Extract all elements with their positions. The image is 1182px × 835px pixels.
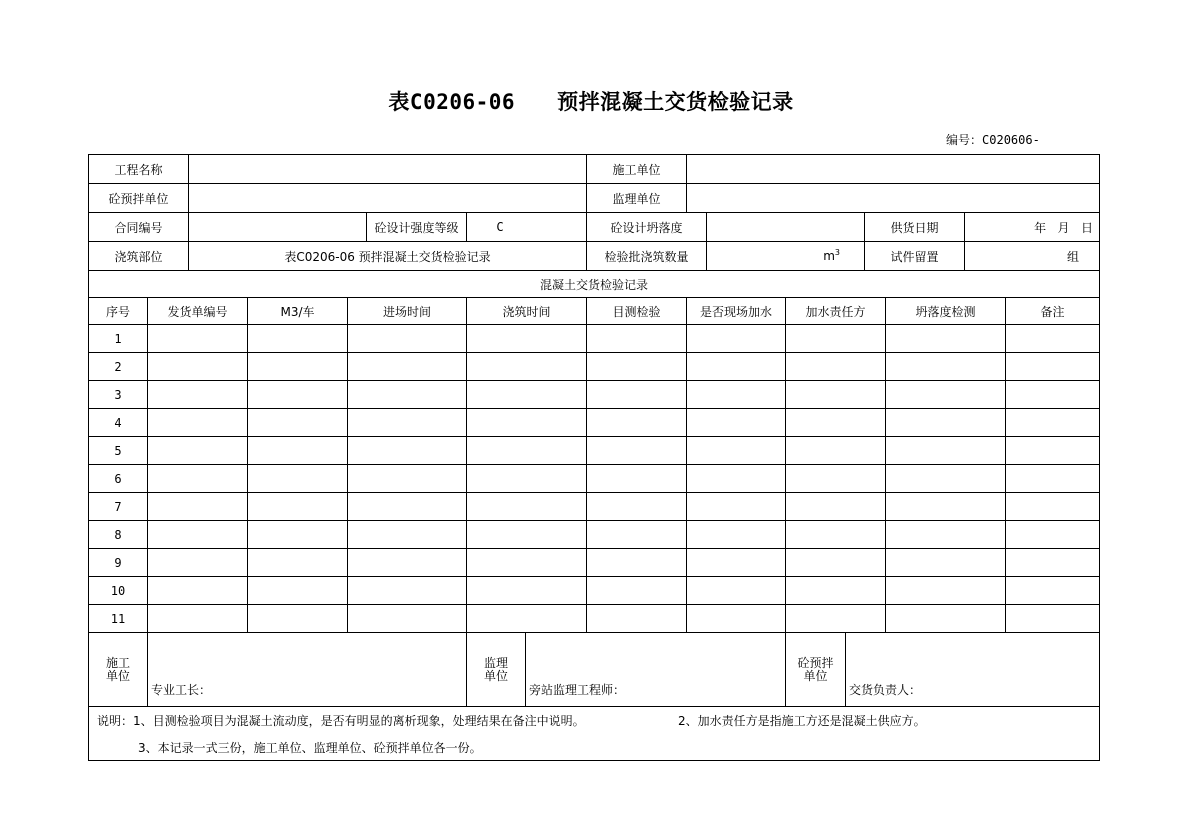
grid-line xyxy=(88,297,1100,298)
table-cell[interactable] xyxy=(886,381,1005,408)
row-number: 9 xyxy=(114,555,122,570)
row-number: 2 xyxy=(114,359,122,374)
form-code: 表C0206-06 xyxy=(388,90,516,114)
table-cell[interactable] xyxy=(687,549,785,576)
table-cell[interactable] xyxy=(687,521,785,548)
row-number: 7 xyxy=(114,499,122,514)
table-cell[interactable] xyxy=(786,549,885,576)
grid-line xyxy=(88,760,1100,761)
table-cell[interactable] xyxy=(148,493,247,520)
table-cell[interactable] xyxy=(886,577,1005,604)
grid-line xyxy=(347,297,348,633)
table-cell[interactable] xyxy=(467,437,586,464)
foreman-signature-area[interactable] xyxy=(148,634,466,706)
table-cell[interactable] xyxy=(1006,381,1099,408)
grid-line xyxy=(88,154,1100,155)
table-cell[interactable] xyxy=(886,605,1005,632)
table-cell[interactable] xyxy=(348,353,466,380)
table-cell[interactable] xyxy=(348,549,466,576)
supplier-unit-sign-label xyxy=(786,634,845,706)
table-cell[interactable] xyxy=(886,437,1005,464)
grid-line xyxy=(88,576,1100,577)
grid-line xyxy=(1099,154,1100,761)
table-cell[interactable] xyxy=(886,409,1005,436)
table-cell[interactable] xyxy=(786,409,885,436)
table-cell[interactable] xyxy=(148,549,247,576)
contract-no-label: 合同编号 xyxy=(114,220,163,235)
table-cell[interactable] xyxy=(1006,521,1099,548)
supplier-unit-label: 砼预拌单位 xyxy=(108,191,169,206)
row-number: 11 xyxy=(110,611,126,626)
grid-line xyxy=(686,297,687,633)
table-cell[interactable] xyxy=(248,325,347,352)
foreman-label: 专业工长： xyxy=(151,683,212,697)
note-1: 说明：1、目测检验项目为混凝土流动度，是否有明显的离析现象，处理结果在备注中说明。 xyxy=(97,713,585,728)
column-header: 浇筑时间 xyxy=(502,304,551,319)
grid-line xyxy=(366,212,367,242)
project-name-label: 工程名称 xyxy=(114,162,163,177)
table-cell[interactable] xyxy=(148,409,247,436)
batch-quantity-unit: m xyxy=(823,249,835,263)
table-cell[interactable] xyxy=(1006,353,1099,380)
table-cell[interactable] xyxy=(348,325,466,352)
grid-line xyxy=(88,352,1100,353)
grid-line xyxy=(686,154,687,213)
table-cell[interactable] xyxy=(786,353,885,380)
table-cell[interactable] xyxy=(248,521,347,548)
table-cell[interactable] xyxy=(886,549,1005,576)
table-cell[interactable] xyxy=(348,577,466,604)
construction-unit-sign-label xyxy=(89,634,147,706)
table-cell[interactable] xyxy=(587,409,686,436)
column-header: 是否现场加水 xyxy=(699,304,772,319)
table-cell[interactable] xyxy=(886,465,1005,492)
row-number: 8 xyxy=(114,527,122,542)
strength-grade-label: 砼设计强度等级 xyxy=(374,220,459,235)
contract-no-value[interactable] xyxy=(189,213,366,241)
project-name-value[interactable] xyxy=(189,155,586,183)
table-cell[interactable] xyxy=(248,577,347,604)
pour-location-label: 浇筑部位 xyxy=(114,249,163,264)
table-cell[interactable] xyxy=(786,605,885,632)
grid-line xyxy=(88,324,1100,325)
table-cell[interactable] xyxy=(687,605,785,632)
slump-value[interactable] xyxy=(707,213,864,241)
grid-line xyxy=(586,297,587,633)
table-cell[interactable] xyxy=(467,465,586,492)
grid-line xyxy=(88,464,1100,465)
table-cell[interactable] xyxy=(1006,437,1099,464)
table-cell[interactable] xyxy=(348,465,466,492)
table-cell[interactable] xyxy=(248,353,347,380)
column-header: M3/车 xyxy=(280,304,315,319)
supplier-label-1: 砼预拌 xyxy=(797,656,834,670)
grid-line xyxy=(706,212,707,271)
table-cell[interactable] xyxy=(248,381,347,408)
grid-line xyxy=(1005,297,1006,633)
row-number: 6 xyxy=(114,471,122,486)
column-header: 加水责任方 xyxy=(805,304,866,319)
grid-line xyxy=(88,548,1100,549)
form-name: 预拌混凝土交货检验记录 xyxy=(557,90,794,114)
table-cell[interactable] xyxy=(786,437,885,464)
grid-line xyxy=(785,297,786,633)
grid-line xyxy=(466,297,467,633)
table-cell[interactable] xyxy=(687,353,785,380)
table-cell[interactable] xyxy=(786,381,885,408)
grid-line xyxy=(88,706,1100,707)
note-3: 3、本记录一式三份，施工单位、监理单位、砼预拌单位各一份。 xyxy=(138,740,482,755)
table-cell[interactable] xyxy=(587,381,686,408)
construction-unit-label: 施工单位 xyxy=(612,162,661,177)
column-header: 备注 xyxy=(1040,304,1065,319)
supplier-unit-value[interactable] xyxy=(189,184,586,212)
pour-location-value[interactable]: 表C0206-06 预拌混凝土交货检验记录 xyxy=(284,249,491,264)
grid-line xyxy=(525,632,526,707)
table-cell[interactable] xyxy=(248,493,347,520)
strength-grade-value[interactable]: C xyxy=(496,220,504,234)
batch-quantity-value[interactable] xyxy=(707,242,864,270)
supervision-unit-label: 监理单位 xyxy=(612,191,661,206)
table-cell[interactable] xyxy=(587,437,686,464)
table-cell[interactable] xyxy=(148,577,247,604)
table-cell[interactable] xyxy=(587,353,686,380)
engineer-signature-area[interactable] xyxy=(526,634,785,706)
table-cell[interactable] xyxy=(786,493,885,520)
table-cell[interactable] xyxy=(1006,409,1099,436)
grid-line xyxy=(188,154,189,271)
column-header: 目测检验 xyxy=(612,304,661,319)
table-cell[interactable] xyxy=(587,577,686,604)
column-header: 发货单编号 xyxy=(167,304,228,319)
table-cell[interactable] xyxy=(248,605,347,632)
grid-line xyxy=(88,632,1100,633)
table-cell[interactable] xyxy=(148,325,247,352)
table-cell[interactable] xyxy=(1006,577,1099,604)
construction-label-1: 施工 xyxy=(105,656,130,670)
table-cell[interactable] xyxy=(587,493,686,520)
batch-quantity-label: 检验批浇筑数量 xyxy=(604,249,689,264)
table-cell[interactable] xyxy=(348,493,466,520)
row-number: 5 xyxy=(114,443,122,458)
supply-date-label: 供货日期 xyxy=(890,220,939,235)
grid-line xyxy=(88,492,1100,493)
grid-line xyxy=(864,212,865,271)
document-number-label: 编号： xyxy=(946,133,983,147)
grid-line xyxy=(88,408,1100,409)
grid-line xyxy=(147,632,148,707)
table-cell[interactable] xyxy=(248,437,347,464)
grid-line xyxy=(88,154,89,761)
table-cell[interactable] xyxy=(148,381,247,408)
column-header: 进场时间 xyxy=(382,304,431,319)
grid-line xyxy=(247,297,248,633)
table-cell[interactable] xyxy=(587,605,686,632)
grid-line xyxy=(88,604,1100,605)
specimen-unit: 组 xyxy=(1066,249,1079,264)
table-cell[interactable] xyxy=(687,409,785,436)
grid-line xyxy=(88,436,1100,437)
row-number: 3 xyxy=(114,387,122,402)
construction-label-2: 单位 xyxy=(105,669,130,683)
table-cell[interactable] xyxy=(687,465,785,492)
table-cell[interactable] xyxy=(687,381,785,408)
table-cell[interactable] xyxy=(467,353,586,380)
supervision-label-1: 监理 xyxy=(483,656,508,670)
table-cell[interactable] xyxy=(348,521,466,548)
section-title: 混凝土交货检验记录 xyxy=(539,277,648,292)
table-cell[interactable] xyxy=(148,465,247,492)
supervision-unit-value[interactable] xyxy=(687,184,1099,212)
grid-line xyxy=(88,520,1100,521)
grid-line xyxy=(88,270,1100,271)
table-cell[interactable] xyxy=(587,549,686,576)
table-cell[interactable] xyxy=(687,325,785,352)
construction-unit-value[interactable] xyxy=(687,155,1099,183)
table-cell[interactable] xyxy=(587,325,686,352)
document-number-value: C020606- xyxy=(982,133,1040,147)
table-cell[interactable] xyxy=(467,409,586,436)
table-cell[interactable] xyxy=(467,521,586,548)
supply-date-value[interactable]: 年 月 日 xyxy=(1034,220,1093,235)
batch-quantity-unit-sup: 3 xyxy=(834,247,840,257)
grid-line xyxy=(885,297,886,633)
table-cell[interactable] xyxy=(587,521,686,548)
table-cell[interactable] xyxy=(467,493,586,520)
table-cell[interactable] xyxy=(467,605,586,632)
table-cell[interactable] xyxy=(348,605,466,632)
table-cell[interactable] xyxy=(248,549,347,576)
row-number: 1 xyxy=(114,331,122,346)
table-cell[interactable] xyxy=(148,353,247,380)
table-cell[interactable] xyxy=(687,493,785,520)
grid-line xyxy=(785,632,786,707)
table-cell[interactable] xyxy=(348,409,466,436)
grid-line xyxy=(466,212,467,242)
row-number: 4 xyxy=(114,415,122,430)
specimen-label: 试件留置 xyxy=(890,249,939,264)
grid-line xyxy=(88,241,1100,242)
grid-line xyxy=(88,380,1100,381)
table-cell[interactable] xyxy=(886,353,1005,380)
grid-line xyxy=(466,632,467,707)
table-cell[interactable] xyxy=(886,521,1005,548)
table-cell[interactable] xyxy=(786,325,885,352)
table-cell[interactable] xyxy=(148,437,247,464)
column-header: 坍落度检测 xyxy=(915,304,976,319)
table-cell[interactable] xyxy=(1006,325,1099,352)
table-cell[interactable] xyxy=(1006,605,1099,632)
note-2: 2、加水责任方是指施工方还是混凝土供应方。 xyxy=(678,713,926,728)
table-cell[interactable] xyxy=(248,409,347,436)
table-cell[interactable] xyxy=(467,577,586,604)
grid-line xyxy=(964,212,965,271)
table-cell[interactable] xyxy=(467,549,586,576)
table-cell[interactable] xyxy=(886,325,1005,352)
delivery-person-label: 交货负责人： xyxy=(849,683,922,697)
table-cell[interactable] xyxy=(248,465,347,492)
slump-label: 砼设计坍落度 xyxy=(610,220,683,235)
table-cell[interactable] xyxy=(886,493,1005,520)
table-cell[interactable] xyxy=(467,381,586,408)
delivery-signature-area[interactable] xyxy=(846,634,1099,706)
table-cell[interactable] xyxy=(687,437,785,464)
table-cell[interactable] xyxy=(1006,465,1099,492)
specimen-value[interactable] xyxy=(965,242,1099,270)
table-cell[interactable] xyxy=(348,381,466,408)
table-cell[interactable] xyxy=(587,465,686,492)
supervision-label-2: 单位 xyxy=(483,669,508,683)
column-header: 序号 xyxy=(105,304,130,319)
table-cell[interactable] xyxy=(348,437,466,464)
supervision-unit-sign-label xyxy=(467,634,525,706)
table-cell[interactable] xyxy=(148,521,247,548)
row-number: 10 xyxy=(110,583,126,598)
table-cell[interactable] xyxy=(687,577,785,604)
grid-line xyxy=(88,183,1100,184)
grid-line xyxy=(88,212,1100,213)
table-cell[interactable] xyxy=(786,577,885,604)
grid-line xyxy=(586,154,587,271)
table-cell[interactable] xyxy=(786,465,885,492)
grid-line xyxy=(147,297,148,633)
table-cell[interactable] xyxy=(1006,549,1099,576)
table-cell[interactable] xyxy=(148,605,247,632)
engineer-label: 旁站监理工程师： xyxy=(529,683,626,697)
supplier-label-2: 单位 xyxy=(803,669,828,683)
table-cell[interactable] xyxy=(1006,493,1099,520)
table-cell[interactable] xyxy=(467,325,586,352)
grid-line xyxy=(845,632,846,707)
table-cell[interactable] xyxy=(786,521,885,548)
